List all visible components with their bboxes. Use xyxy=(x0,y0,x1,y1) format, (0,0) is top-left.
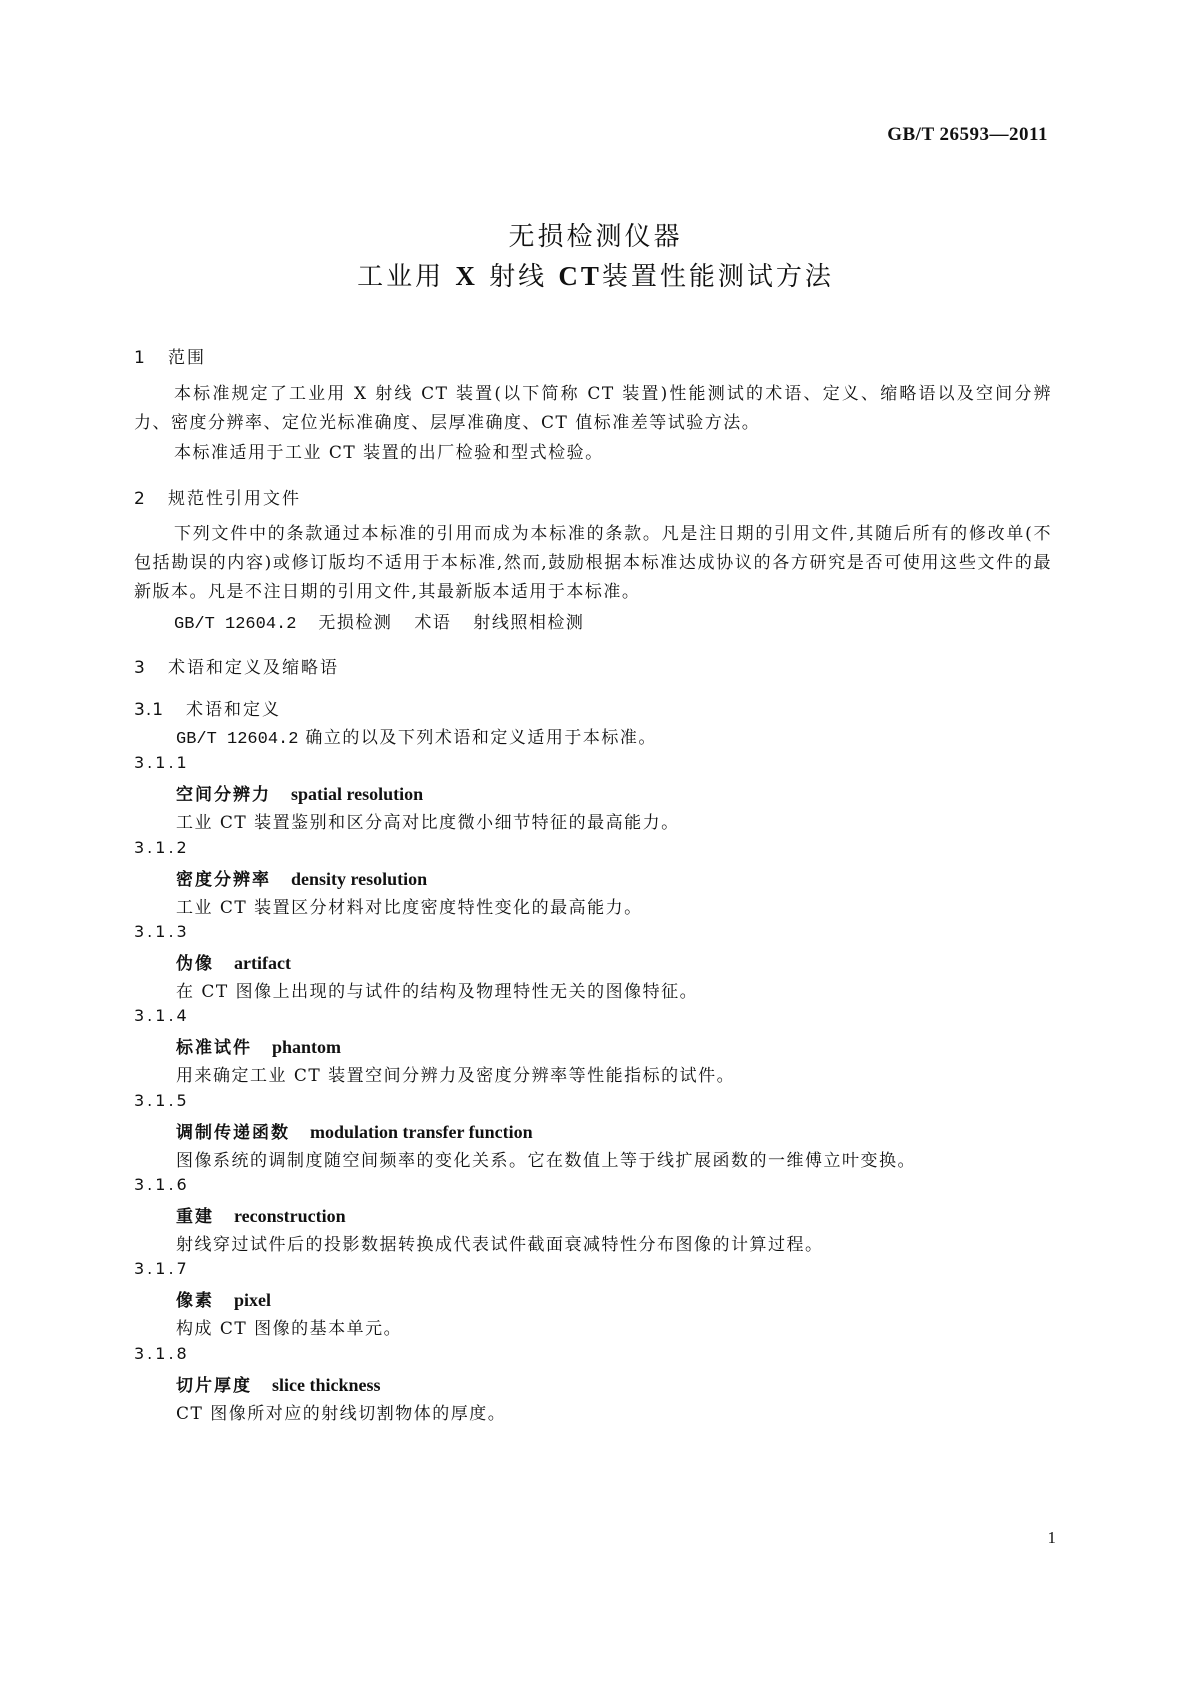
term-definition: 在 CT 图像上出现的与试件的结构及物理特性无关的图像特征。 xyxy=(176,982,699,1002)
term-number: 3.1.6 xyxy=(134,1175,190,1194)
title-segment: 工业用 xyxy=(357,262,445,292)
term-cn: 重建 xyxy=(176,1207,214,1227)
reference-title-part: 无损检测 xyxy=(318,613,393,633)
term-number: 3.1.4 xyxy=(134,1006,190,1025)
term-definition: 工业 CT 装置区分材料对比度密度特性变化的最高能力。 xyxy=(176,898,643,918)
document-title-line2 xyxy=(0,256,1191,293)
title-segment: 射线 xyxy=(489,262,548,292)
term-definition: 用来确定工业 CT 装置空间分辨力及密度分辨率等性能指标的试件。 xyxy=(176,1066,736,1086)
reference-title-part: 术语 xyxy=(414,613,452,633)
term-entry xyxy=(176,1371,381,1396)
term-entry xyxy=(176,1202,346,1227)
section-heading-scope xyxy=(134,343,206,368)
reference-title-part: 射线照相检测 xyxy=(473,613,585,633)
section-number: 3 xyxy=(134,658,145,678)
term-cn: 调制传递函数 xyxy=(176,1123,290,1143)
section-number: 1 xyxy=(134,348,145,368)
term-number: 3.1.3 xyxy=(134,922,190,941)
subsection-title: 术语和定义 xyxy=(186,700,281,720)
term-number: 3.1.5 xyxy=(134,1091,190,1110)
section-heading-terms xyxy=(134,653,339,678)
term-entry xyxy=(176,1286,271,1311)
term-cn: 伪像 xyxy=(176,954,214,974)
term-en: artifact xyxy=(234,953,291,973)
term-entry xyxy=(176,780,423,805)
term-number: 3.1.2 xyxy=(134,838,190,857)
scope-paragraph-1: 本标准规定了工业用 X 射线 CT 装置(以下简称 CT 装置)性能测试的术语、定义、缩略语以及空间分辨力、密度分辨率、定位光标准确度、层厚准确度、CT 值标准差等试验方法。 xyxy=(134,384,1052,433)
scope-paragraph-2: 本标准适用于工业 CT 装置的出厂检验和型式检验。 xyxy=(174,443,604,463)
term-cn: 切片厚度 xyxy=(176,1376,252,1396)
term-en: slice thickness xyxy=(272,1375,381,1395)
reference-entry xyxy=(174,608,584,634)
terms-intro xyxy=(176,723,657,749)
term-entry xyxy=(176,949,291,974)
term-definition: 构成 CT 图像的基本单元。 xyxy=(176,1319,403,1339)
term-entry xyxy=(176,865,427,890)
title-segment: X xyxy=(455,261,478,291)
term-cn: 空间分辨力 xyxy=(176,785,271,805)
reference-code: GB/T 12604.2 xyxy=(176,730,299,749)
references-paragraph: 下列文件中的条款通过本标准的引用而成为本标准的条款。凡是注日期的引用文件,其随后所有的修改单(不包括勘误的内容)或修订版均不适用于本标准,然而,鼓励根据本标准达成协议的各方研究是否可使用这些文件的最新版本。凡是不注日期的引用文件,其最新版本适用于本标准。 xyxy=(134,524,1052,602)
term-cn: 密度分辨率 xyxy=(176,870,271,890)
term-cn: 标准试件 xyxy=(176,1038,252,1058)
term-en: density resolution xyxy=(291,869,428,889)
subsection-number: 3.1 xyxy=(134,700,165,720)
term-cn: 像素 xyxy=(176,1291,214,1311)
term-en: modulation transfer function xyxy=(310,1122,533,1142)
term-entry xyxy=(176,1118,533,1143)
term-definition: 图像系统的调制度随空间频率的变化关系。它在数值上等于线扩展函数的一维傅立叶变换。 xyxy=(176,1151,916,1171)
term-entry xyxy=(176,1033,341,1058)
term-definition: 射线穿过试件后的投影数据转换成代表试件截面衰减特性分布图像的计算过程。 xyxy=(176,1235,824,1255)
section-title: 范围 xyxy=(168,348,206,368)
section-title: 规范性引用文件 xyxy=(168,489,301,509)
term-en: pixel xyxy=(234,1290,272,1310)
section-title: 术语和定义及缩略语 xyxy=(168,658,339,678)
title-text: 无损检测仪器 xyxy=(508,222,683,252)
section-number: 2 xyxy=(134,489,145,509)
title-segment: 装置性能测试方法 xyxy=(601,262,834,292)
title-segment: CT xyxy=(558,261,602,291)
term-number: 3.1.8 xyxy=(134,1344,190,1363)
standard-code: GB/T 26593—2011 xyxy=(887,124,1048,145)
document-title-line1 xyxy=(0,216,1191,253)
term-en: spatial resolution xyxy=(291,784,424,804)
intro-text: 确立的以及下列术语和定义适用于本标准。 xyxy=(305,728,657,748)
reference-code: GB/T 12604.2 xyxy=(174,615,297,634)
term-en: reconstruction xyxy=(234,1206,346,1226)
term-definition: 工业 CT 装置鉴别和区分高对比度微小细节特征的最高能力。 xyxy=(176,813,680,833)
page-number: 1 xyxy=(1047,1528,1056,1547)
section-heading-normative-references xyxy=(134,484,301,509)
term-en: phantom xyxy=(272,1037,342,1057)
subsection-heading-terms-definitions xyxy=(134,695,281,720)
term-number: 3.1.7 xyxy=(134,1259,190,1278)
term-definition: CT 图像所对应的射线切割物体的厚度。 xyxy=(176,1404,507,1424)
term-number: 3.1.1 xyxy=(134,753,190,772)
